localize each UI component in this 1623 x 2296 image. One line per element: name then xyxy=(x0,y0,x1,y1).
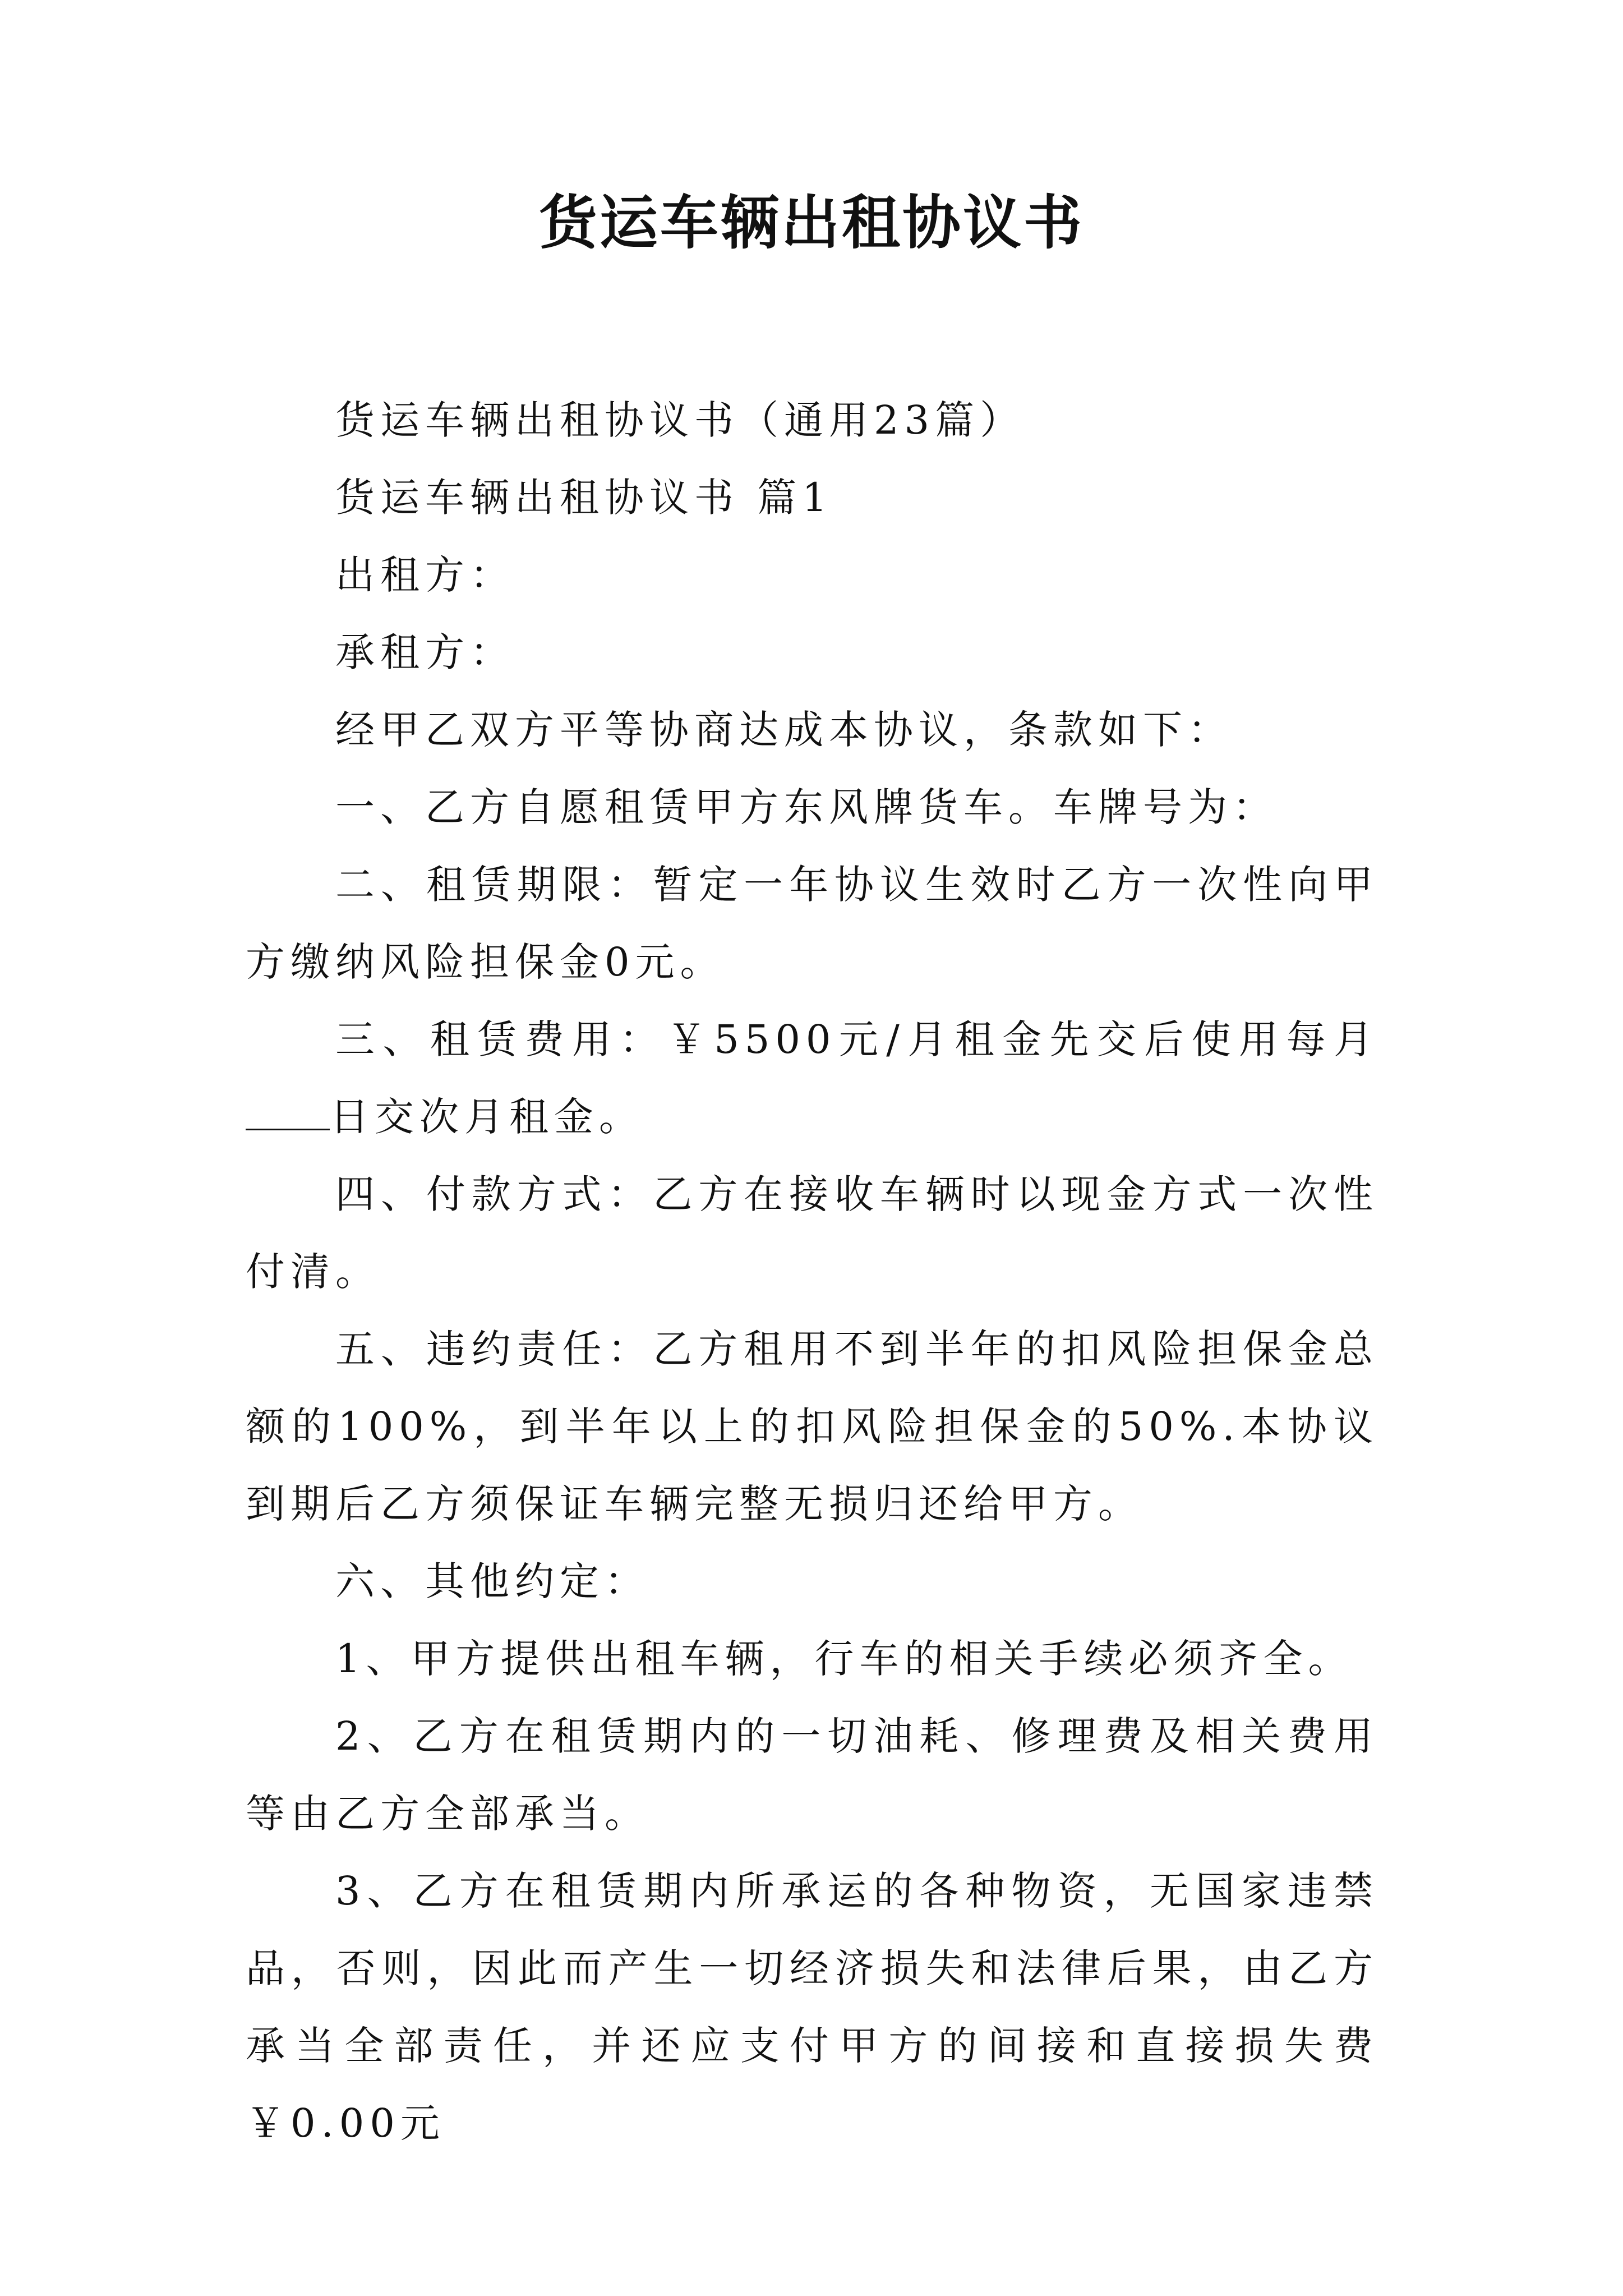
clause-2: 二、租赁期限：暂定一年协议生效时乙方一次性向甲方缴纳风险担保金0元。 xyxy=(246,862,1378,985)
clause-3-text-before: 三、租赁费用：￥5500元/月租金先交后使用每月 xyxy=(335,1016,1378,1062)
subtitle-paragraph: 货运车辆出租协议书（通用23篇） xyxy=(335,397,1025,443)
lessor-line: 出租方： xyxy=(335,552,515,598)
document-title: 货运车辆出租协议书 xyxy=(538,188,1084,257)
clause-3-text-after: 日交次月租金。 xyxy=(330,1094,644,1140)
clause-1: 一、乙方自愿租赁甲方东风牌货车。车牌号为： xyxy=(335,784,1278,830)
intro-paragraph: 经甲乙双方平等协商达成本协议，条款如下： xyxy=(335,707,1233,753)
lessee-line: 承租方： xyxy=(335,629,515,675)
sub-clause-1: 1、甲方提供出租车辆，行车的相关手续必须齐全。 xyxy=(335,1636,1353,1682)
document-body xyxy=(246,381,1378,2162)
fill-in-blank xyxy=(246,1095,330,1130)
section-heading: 货运车辆出租协议书 篇1 xyxy=(335,475,833,521)
clause-6: 六、其他约定： xyxy=(335,1558,649,1604)
clause-3 xyxy=(246,1001,1378,1156)
clause-5: 五、违约责任：乙方租用不到半年的扣风险担保金总额的100%，到半年以上的扣风险担保金的50%.本协议到期后乙方须保证车辆完整无损归还给甲方。 xyxy=(246,1326,1378,1527)
sub-clause-3: 3、乙方在租赁期内所承运的各种物资，无国家违禁品，否则，因此而产生一切经济损失和法律后果，由乙方承当全部责任，并还应支付甲方的间接和直接损失费￥0.00元 xyxy=(246,1868,1378,2146)
sub-clause-2: 2、乙方在租赁期内的一切油耗、修理费及相关费用等由乙方全部承当。 xyxy=(246,1713,1378,1837)
clause-4: 四、付款方式：乙方在接收车辆时以现金方式一次性付清。 xyxy=(246,1171,1378,1295)
